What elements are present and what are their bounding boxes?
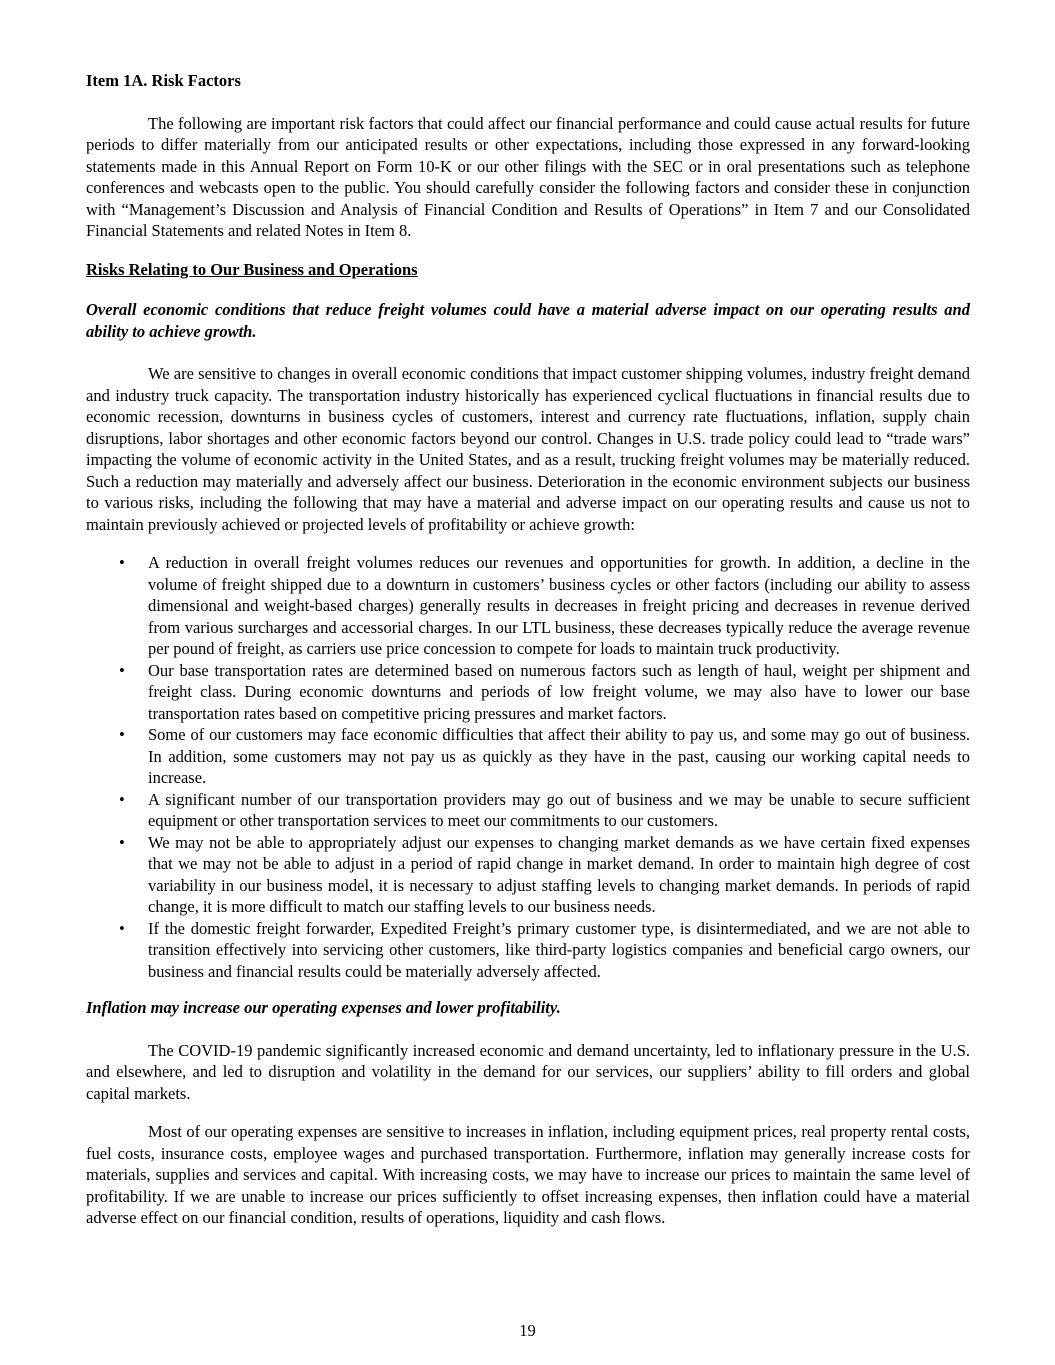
bullet-text: Some of our customers may face economic difficulties that affect their ability to pay us, and some may go out of business. In addition, some customers may not pay us as quickly as they have in the past, causing our working capital needs to increase.	[148, 725, 970, 787]
bullet-icon: •	[119, 832, 125, 852]
list-item	[86, 660, 970, 725]
list-item	[86, 789, 970, 832]
page-number: 19	[519, 1320, 536, 1340]
risks-section-heading: Risks Relating to Our Business and Operations	[86, 259, 418, 279]
list-item	[86, 918, 970, 983]
bullet-text: We may not be able to appropriately adjust our expenses to changing market demands as we have certain fixed expenses that we may not be able to adjust in a period of rapid change in market demand. In order to maintain high degree of cost variability in our business model, it is necessary to adjust staffing levels to changing market demands. In periods of rapid change, it is more difficult to match our staffing levels to our business needs.	[148, 832, 970, 916]
economic-conditions-paragraph: We are sensitive to changes in overall economic conditions that impact customer shipping volumes, industry freight demand and industry truck capacity. The transportation industry historically has experienced cyclical fluctuations in financial results due to economic recession, downturns in business cycles of customers, interest and currency rate fluctuations, inflation, supply chain disruptions, labor shortages and other economic factors beyond our control. Changes in U.S. trade policy could lead to “trade wars” impacting the volume of economic activity in the United States, and as a result, trucking freight volumes may be materially reduced. Such a reduction may materially and adversely affect our business. Deterioration in the economic environment subjects our business to various risks, including the following that may have a material and adverse impact on our operating results and cause us not to maintain previously achieved or projected levels of profitability or achieve growth:	[86, 364, 970, 534]
inflation-heading: Inflation may increase our operating expenses and lower profitability.	[86, 998, 561, 1017]
economic-conditions-heading: Overall economic conditions that reduce freight volumes could have a material adverse impact on our operating results and ability to achieve growth.	[86, 300, 970, 341]
covid-paragraph: The COVID-19 pandemic significantly increased economic and demand uncertainty, led to inflationary pressure in the U.S. and elsewhere, and led to disruption and volatility in the demand for our services, our suppliers’ ability to fill orders and global capital markets.	[86, 1040, 970, 1103]
intro-paragraph: The following are important risk factors that could affect our financial performance and could cause actual results for future periods to differ materially from our anticipated results or other expectations, including those expressed in any forward-looking statements made in this Annual Report on Form 10-K or our other filings with the SEC or in oral presentations such as telephone conferences and webcasts open to the public. You should carefully consider the following factors and consider these in conjunction with “Management’s Discussion and Analysis of Financial Condition and Results of Operations” in Item 7 and our Consolidated Financial Statements and related Notes in Item 8.	[86, 113, 970, 240]
bullet-text: If the domestic freight forwarder, Expedited Freight’s primary customer type, is disintermediated, and we are not able to transition effectively into servicing other customers, like third-party logistics companies and beneficial cargo owners, our business and financial results could be materially adversely affected.	[148, 918, 970, 981]
bullet-text: A reduction in overall freight volumes reduces our revenues and opportunities for growth. In addition, a decline in the volume of freight shipped due to a downturn in customers’ business cycles or other factors (including our ability to assess dimensional and weight-based charges) generally results in decreases in freight pricing and decreases in revenue derived from various surcharges and accessorial charges. In our LTL business, these decreases typically reduce the average revenue per pound of freight, as carriers use price concession to compete for loads to maintain truck productivity.	[148, 553, 970, 658]
list-item	[86, 832, 970, 918]
bullet-icon: •	[119, 553, 125, 572]
list-item	[86, 552, 970, 660]
list-item	[86, 724, 970, 789]
bullet-icon: •	[119, 789, 125, 809]
inflation-paragraph: Most of our operating expenses are sensitive to increases in inflation, including equipment prices, real property rental costs, fuel costs, insurance costs, employee wages and purchased transportation. Furthermore, inflation may generally increase costs for materials, supplies and services and capital. With increasing costs, we may have to increase our prices to maintain the same level of profitability. If we are unable to increase our prices sufficiently to offset increasing expenses, then inflation could have a material adverse effect on our financial condition, results of operations, liquidity and cash flows.	[86, 1122, 970, 1227]
bullet-icon: •	[119, 660, 125, 680]
risk-factor-list	[86, 552, 970, 982]
bullet-text: Our base transportation rates are determined based on numerous factors such as length of haul, weight per shipment and freight class. During economic downturns and periods of low freight volume, we may also have to lower our base transportation rates based on competitive pricing pressures and market factors.	[148, 660, 970, 723]
bullet-text: A significant number of our transportation providers may go out of business and we may be unable to secure sufficient equipment or other transportation services to meet our commitments to our customers.	[148, 789, 970, 830]
bullet-icon: •	[119, 918, 125, 938]
bullet-icon: •	[119, 725, 125, 744]
item-1a-heading: Item 1A. Risk Factors	[86, 71, 241, 90]
